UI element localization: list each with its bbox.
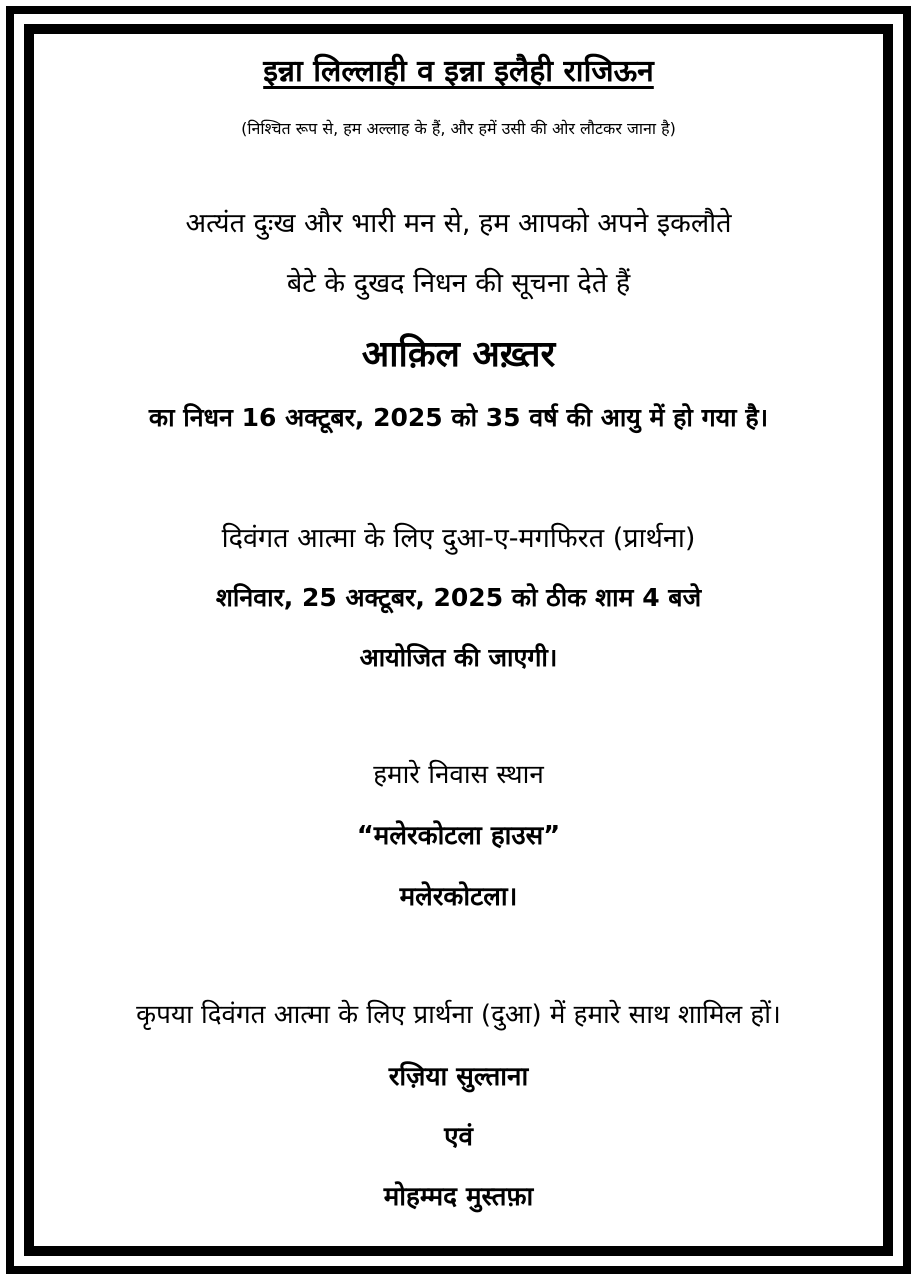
prayer-line: दिवंगत आत्मा के लिए दुआ-ए-मगफिरत (प्रार्थना): [221, 523, 696, 554]
residence-city: मलेरकोटला।: [399, 882, 518, 912]
residence-label: हमारे निवास स्थान: [373, 760, 544, 790]
notice-subtitle: (निश्चित रूप से, हम अल्लाह के हैं, और हमें उसी की ओर लौटकर जाना है): [241, 119, 676, 138]
residence-name: “मलेरकोटला हाउस”: [356, 821, 561, 851]
notice-title: इन्ना लिल्लाही व इन्ना इलैही राजिऊन: [263, 54, 654, 89]
family-member-2: मोहम्मद मुस्तफ़ा: [383, 1182, 534, 1212]
message-line-2: बेटे के दुखद निधन की सूचना देते हैं: [286, 268, 631, 299]
invitation-text: कृपया दिवंगत आत्मा के लिए प्रार्थना (दुआ) में हमारे साथ शामिल हों।: [136, 1000, 781, 1030]
death-info: का निधन 16 अक्टूबर, 2025 को 35 वर्ष की आयु में हो गया है।: [148, 403, 769, 432]
deceased-name: आक़िल अख़्तर: [361, 334, 556, 375]
conjunction: एवं: [444, 1122, 473, 1152]
family-member-1: रज़िया सुल्ताना: [388, 1062, 529, 1092]
prayer-datetime: शनिवार, 25 अक्टूबर, 2025 को ठीक शाम 4 बजे: [215, 583, 702, 612]
message-line-1: अत्यंत दुःख और भारी मन से, हम आपको अपने इकलौते: [185, 208, 732, 239]
prayer-organized: आयोजित की जाएगी।: [359, 643, 558, 672]
